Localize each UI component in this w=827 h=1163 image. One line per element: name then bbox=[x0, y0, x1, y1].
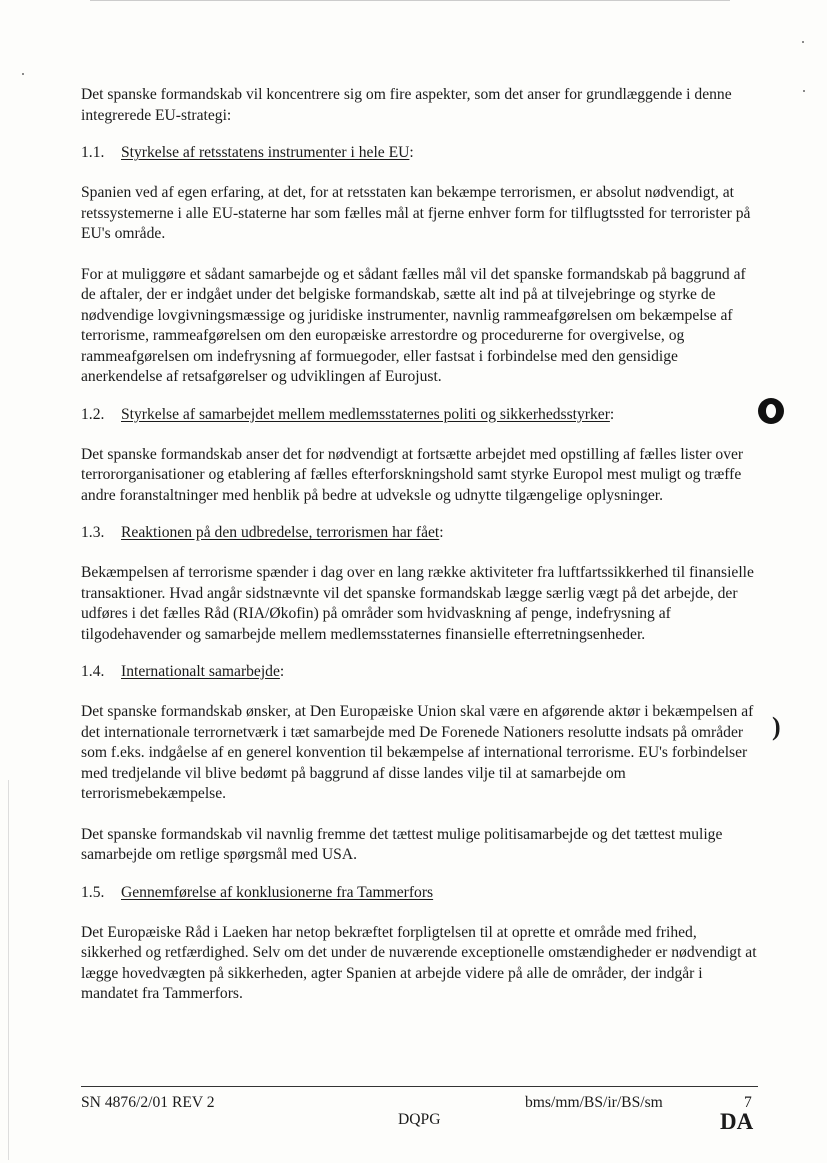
section-paragraph: Det spanske formandskab anser det for nødvendigt at fortsætte arbejdet med opstilling af fælles lister over terrororganisationer og etablering af fælles efterforskningshold samt styrke Europol mest muligt og træffe andre foranstaltninger med henblik på bedre at udveksle og udnytte tilgængelige oplysninger. bbox=[81, 445, 744, 504]
section-number: 1.4. bbox=[81, 663, 105, 680]
footer-doc-ref: SN 4876/2/01 REV 2 bbox=[81, 1094, 215, 1111]
section-title-suffix: : bbox=[609, 405, 615, 423]
section-heading-1-3 bbox=[81, 523, 757, 543]
footer-dept: DQPG bbox=[398, 1111, 441, 1128]
section-paragraph: Spanien ved af egen erfaring, at det, for at retsstaten kan bekæmpe terrorismen, er absolut nødvendigt, at retssystemerne i alle EU-staterne har som fælles mål at fjerne enhver form for tilflugtssted for terrorister på EU's område. bbox=[81, 184, 751, 242]
section-paragraph: Det spanske formandskab ønsker, at Den Europæiske Union skal være en afgørende aktør i bekæmpelsen af det internationale terrornetværk i tæt samarbejde med De Forenede Nationers resolutte indsats på områder som f.eks. indgåelse af en generel konvention til bekæmpelse af international terrorisme. EU's forbindelser med tredjelande vil blive bedømt på baggrund af disse landes vilje til at samarbejde om terrorismebekæmpelse. bbox=[81, 703, 754, 802]
section-title: Gennemførelse af konklusionerne fra Tammerfors bbox=[121, 883, 434, 901]
section-heading-1-4 bbox=[81, 662, 757, 682]
section-paragraph: Det Europæiske Råd i Laeken har netop bekræftet forpligtelsen til at oprette et område med frihed, sikkerhed og retfærdighed. Selv om det under de nuværende exceptionelle omstændigheder er nødvendigt at lægge hovedvægten på sikkerheden, agter Spanien at arbejde videre på alle de områder, der indgår i mandatet fra Tammerfors. bbox=[81, 923, 757, 1002]
section-paragraph: Det spanske formandskab vil navnlig fremme det tættest mulige politisamarbejde og det tættest mulige samarbejde om retlige spørgsmål med USA. bbox=[81, 825, 723, 863]
section-heading-1-1 bbox=[81, 143, 757, 163]
section-paragraph: Bekæmpelsen af terrorisme spænder i dag over en lang række aktiviteter fra luftfartssikkerhed til finansielle transaktioner. Hvad angår sidstnævnte vil det spanske formandskab lægge særlig vægt på det arbejde, der udføres i det fælles Råd (RIA/Økofin) på områder som hvidvaskning af penge, indefrysning af tilgodehavender og samarbejde mellem medlemsstaternes finansielle efterretningsenheder. bbox=[81, 564, 754, 643]
footer-language-code: DA bbox=[720, 1109, 754, 1134]
section-number: 1.2. bbox=[81, 405, 105, 423]
document-body bbox=[81, 85, 757, 1005]
scan-speck bbox=[22, 73, 24, 75]
section-title-suffix: : bbox=[409, 144, 414, 161]
footer-rule bbox=[81, 1086, 758, 1087]
section-number: 1.1. bbox=[81, 144, 105, 161]
intro-paragraph: Det spanske formandskab vil koncentrere sig om fire aspekter, som det anser for grundlæggende i denne integrerede EU-strategi: bbox=[81, 86, 732, 124]
section-number: 1.3. bbox=[81, 524, 105, 541]
section-title: Styrkelse af samarbejdet mellem medlemsstaternes politi og sikkerhedsstyrker bbox=[121, 405, 610, 423]
binder-hole-mark bbox=[758, 398, 784, 424]
section-title: Styrkelse af retsstatens instrumenter i hele EU bbox=[121, 144, 410, 161]
section-paragraph: For at muliggøre et sådant samarbejde og et sådant fælles mål vil det spanske formandskab på baggrund af de aftaler, der er indgået under det belgiske formandskab, sætte alt ind på at tilvejebringe og styrke de nødvendige lovgivningsmæssige og juridiske instrumenter, navnlig rammeafgørelsen om bekæmpelse af terrorisme, rammeafgørelsen om den europæiske arrestordre og procedurerne for overgivelse, og rammeafgørelsen om indefrysning af formuegoder, eller fastsat i forbindelse med den gensidige anerkendelse af retsafgørelser og udviklingen af Eurojust. bbox=[81, 265, 746, 385]
scan-speck bbox=[803, 90, 805, 92]
section-title-suffix: : bbox=[279, 663, 285, 680]
footer-page-number: 7 bbox=[744, 1094, 752, 1111]
section-number: 1.5. bbox=[81, 883, 105, 901]
footer-initials: bms/mm/BS/ir/BS/sm bbox=[525, 1094, 663, 1111]
binder-edge-mark: ) bbox=[772, 712, 781, 741]
scan-top-edge bbox=[90, 0, 730, 1]
section-title: Reaktionen på den udbredelse, terrorismen har fået bbox=[121, 524, 440, 541]
section-heading-1-5 bbox=[81, 883, 757, 903]
section-title: Internationalt samarbejde bbox=[121, 663, 280, 680]
scan-speck bbox=[802, 41, 804, 43]
section-title-suffix: : bbox=[439, 524, 444, 541]
scan-left-edge bbox=[8, 780, 9, 1160]
section-heading-1-2 bbox=[81, 405, 757, 425]
